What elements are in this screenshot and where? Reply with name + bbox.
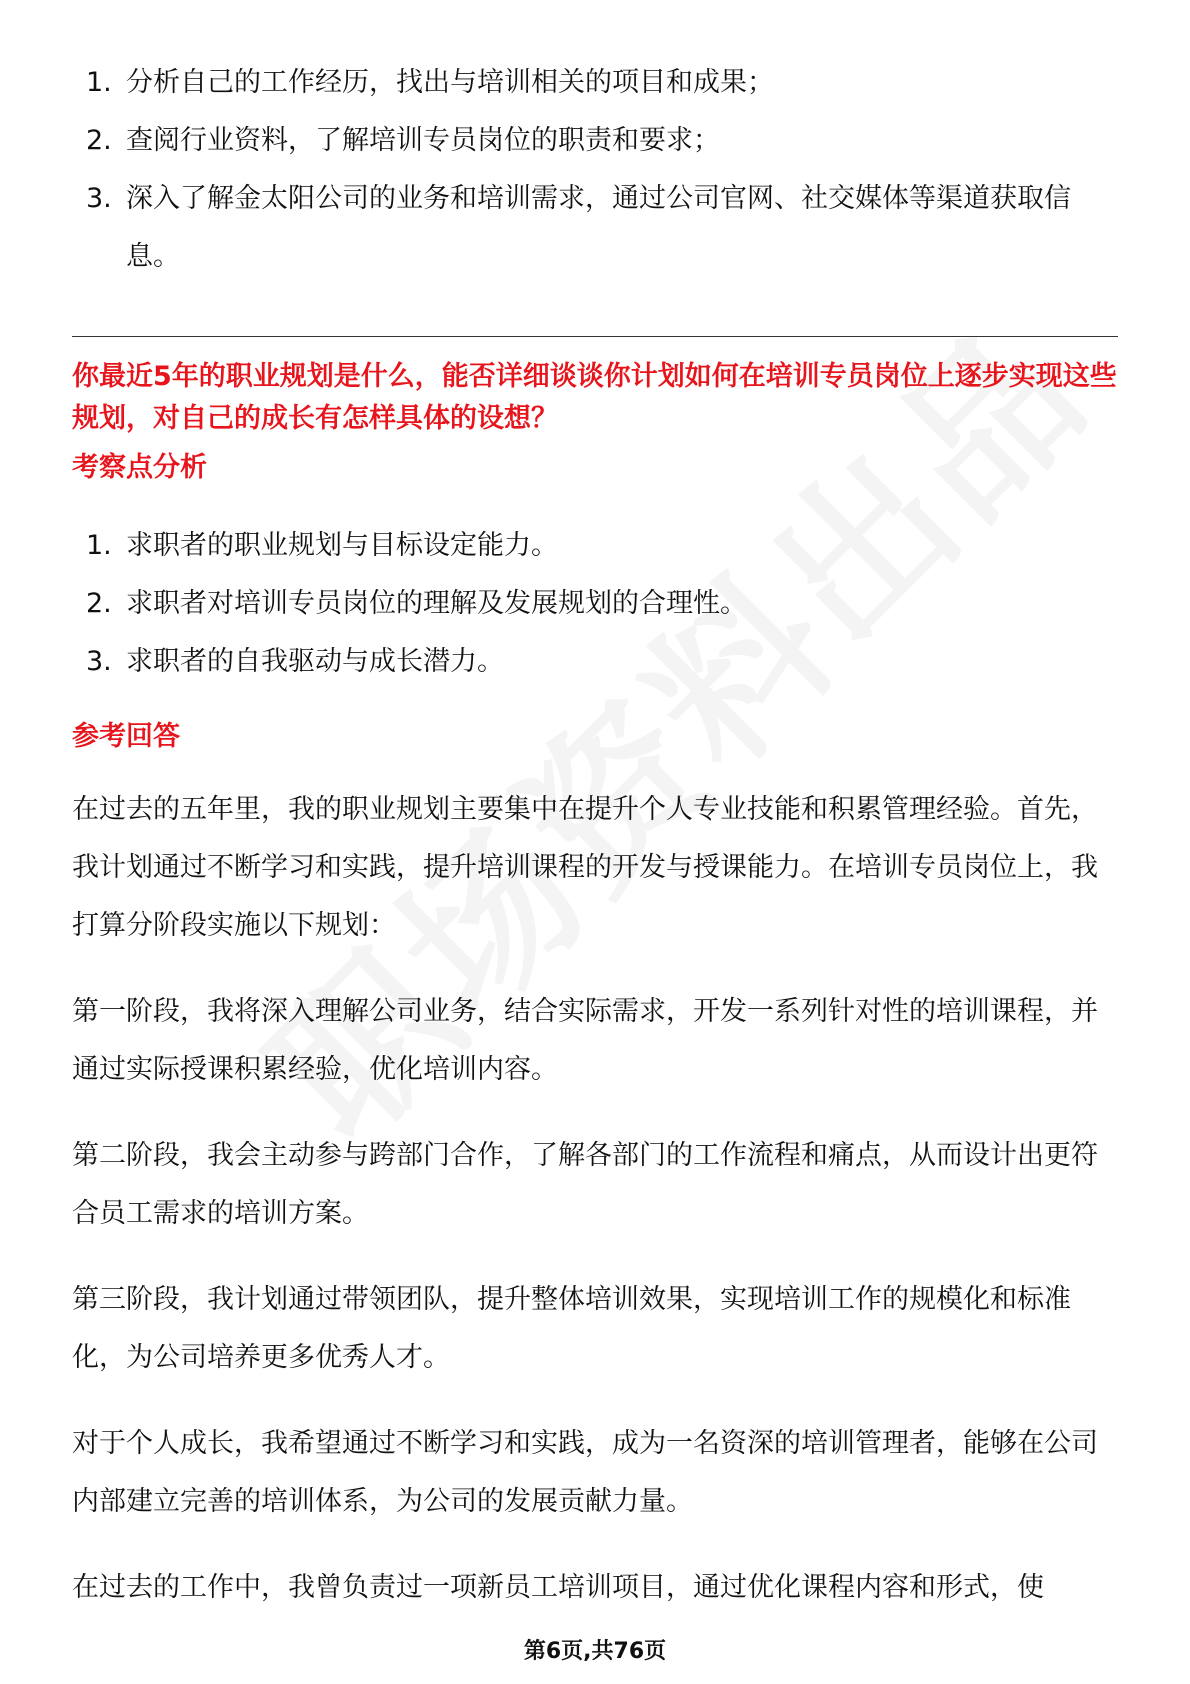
answer-paragraph: 第二阶段，我会主动参与跨部门合作，了解各部门的工作流程和痛点，从而设计出更符合员工需求的培训方案。	[72, 1140, 1098, 1229]
list-text: 求职者的自我驱动与成长潜力。	[126, 646, 504, 677]
answer-paragraph: 在过去的工作中，我曾负责过一项新员工培训项目，通过优化课程内容和形式，使	[72, 1572, 1044, 1603]
answer-paragraph: 对于个人成长，我希望通过不断学习和实践，成为一名资深的培训管理者，能够在公司内部建立完善的培训体系，为公司的发展贡献力量。	[72, 1428, 1098, 1517]
list-item	[72, 575, 1118, 633]
interview-question: 你最近5年的职业规划是什么，能否详细谈谈你计划如何在培训专员岗位上逐步实现这些规划，对自己的成长有怎样具体的设想？	[72, 361, 1117, 434]
list-item	[72, 54, 1118, 112]
list-text: 求职者对培训专员岗位的理解及发展规划的合理性。	[126, 588, 747, 619]
list-text: 查阅行业资料，了解培训专员岗位的职责和要求；	[126, 125, 720, 156]
list-number: 2.	[86, 125, 112, 156]
list-text: 求职者的职业规划与目标设定能力。	[126, 530, 558, 561]
list-number: 3.	[86, 183, 112, 214]
list-number: 3.	[86, 646, 112, 677]
list-number: 1.	[86, 530, 112, 561]
analysis-list	[72, 517, 1118, 691]
list-text: 深入了解金太阳公司的业务和培训需求，通过公司官网、社交媒体等渠道获取信息。	[126, 183, 1071, 272]
list-item	[72, 633, 1118, 691]
prep-steps-list	[72, 54, 1118, 286]
answer-paragraph: 第三阶段，我计划通过带领团队，提升整体培训效果，实现培训工作的规模化和标准化，为公司培养更多优秀人才。	[72, 1284, 1071, 1373]
section-divider	[72, 336, 1118, 337]
answer-body	[72, 781, 1118, 1645]
answer-paragraph: 在过去的五年里，我的职业规划主要集中在提升个人专业技能和积累管理经验。首先，我计划通过不断学习和实践，提升培训课程的开发与授课能力。在培训专员岗位上，我打算分阶段实施以下规划：	[72, 794, 1098, 941]
answer-heading: 参考回答	[72, 721, 180, 752]
document-page	[72, 0, 1118, 1684]
answer-paragraph: 第一阶段，我将深入理解公司业务，结合实际需求，开发一系列针对性的培训课程，并通过实际授课积累经验，优化培训内容。	[72, 996, 1098, 1085]
list-text: 分析自己的工作经历，找出与培训相关的项目和成果；	[126, 67, 774, 98]
list-item	[72, 517, 1118, 575]
list-number: 2.	[86, 588, 112, 619]
list-item	[72, 170, 1118, 286]
list-item	[72, 112, 1118, 170]
list-number: 1.	[86, 67, 112, 98]
page-number-footer: 第6页,共76页	[523, 1639, 667, 1664]
analysis-heading: 考察点分析	[72, 452, 207, 483]
